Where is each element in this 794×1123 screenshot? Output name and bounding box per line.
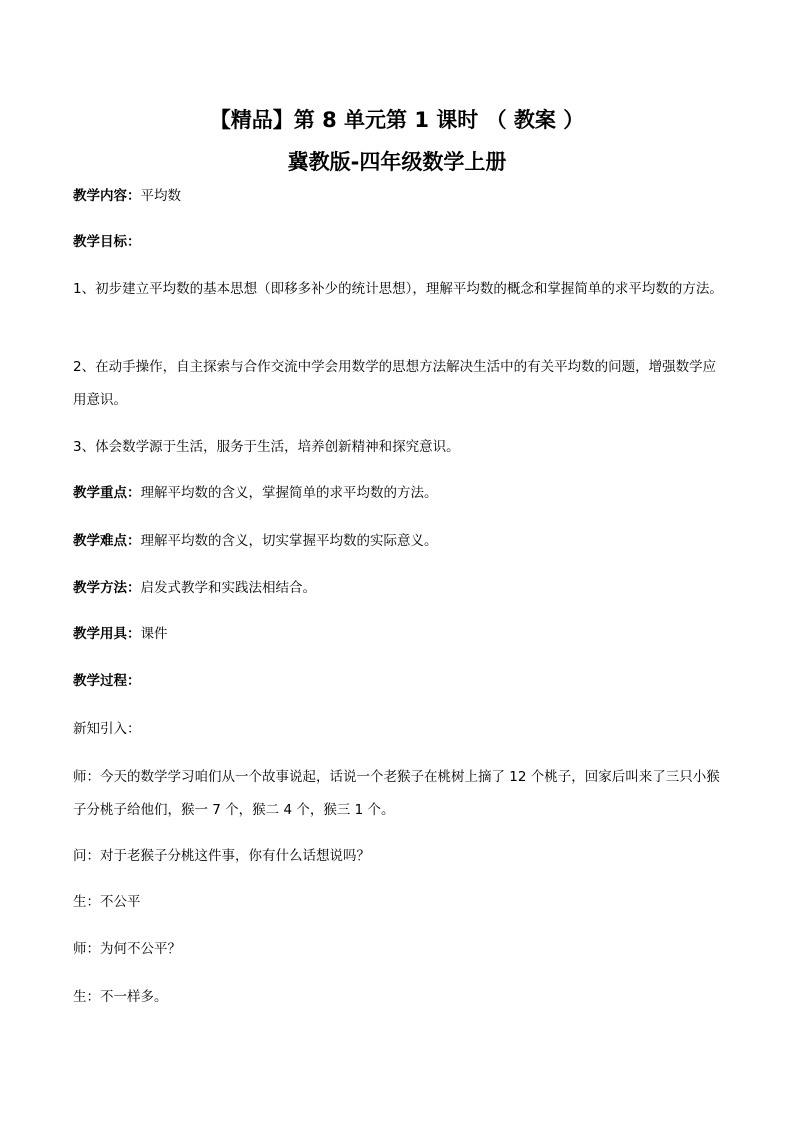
- tools-line: [73, 617, 725, 651]
- tools-value: 课件: [140, 626, 168, 642]
- difficulty-value: 理解平均数的含义，切实掌握平均数的实际意义。: [140, 533, 438, 549]
- method-label: 教学方法：: [73, 580, 141, 596]
- content-value: 平均数: [140, 188, 181, 204]
- difficulty-label: 教学难点：: [73, 533, 141, 549]
- dialogue-student-2: 生：不一样多。: [73, 989, 168, 1005]
- method-value: 启发式教学和实践法相结合。: [140, 580, 316, 596]
- key-point-value: 理解平均数的含义，掌握简单的求平均数的方法。: [140, 485, 438, 501]
- objectives-label: 教学目标：: [73, 234, 141, 250]
- process-heading: [73, 664, 725, 698]
- intro-line: 新知引入：: [73, 721, 141, 737]
- objective-item-1: 1、初步建立平均数的基本思想（即移多补少的统计思想），理解平均数的概念和掌握简单的求平均数的方法。: [73, 281, 723, 297]
- dialogue-student-1: 生：不公平: [73, 894, 141, 910]
- method-line: [73, 571, 725, 605]
- document-subtitle: 冀教版-四年级数学上册: [287, 150, 507, 174]
- tools-label: 教学用具：: [73, 626, 141, 642]
- content-label: 教学内容：: [73, 188, 141, 204]
- objective-item-3: 3、体会数学源于生活，服务于生活，培养创新精神和探究意识。: [73, 439, 460, 455]
- key-point-line: [73, 476, 725, 510]
- process-label: 教学过程：: [73, 673, 141, 689]
- document-title: 【精品】第 8 单元第 1 课时 （ 教案 ）: [209, 108, 585, 132]
- objectives-heading: [73, 225, 725, 259]
- content-line: [73, 179, 725, 213]
- key-point-label: 教学重点：: [73, 485, 141, 501]
- dialogue-teacher-2: 师：为何不公平？: [73, 941, 181, 957]
- objective-item-2: 2、在动手操作，自主探索与合作交流中学会用数学的思想方法解决生活中的有关平均数的问题，增强数学应用意识。: [73, 359, 717, 408]
- dialogue-teacher-1: 师：今天的数学学习咱们从一个故事说起，话说一个老猴子在桃树上摘了 12 个桃子，回家后叫来了三只小猴子分桃子给他们，猴一 7 个，猴二 4 个，猴三 1 个。: [73, 769, 720, 818]
- difficulty-line: [73, 524, 725, 558]
- dialogue-question: 问：对于老猴子分桃这件事，你有什么话想说吗？: [73, 848, 370, 864]
